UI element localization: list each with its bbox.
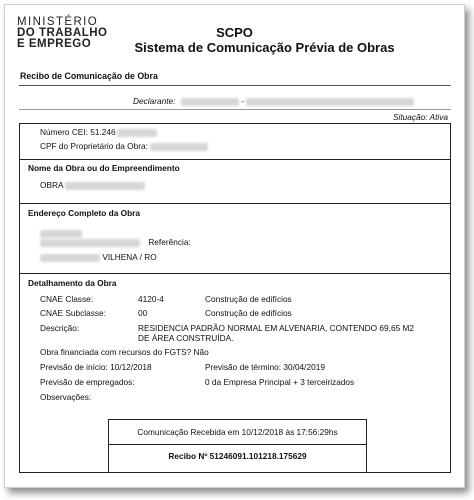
reference-label: Referência: <box>148 237 191 247</box>
end-date: 30/04/2019 <box>283 362 325 372</box>
start-label: Previsão de início: <box>40 362 108 372</box>
end-label: Previsão de término: <box>205 362 282 372</box>
title-divider <box>19 85 451 86</box>
work-name-section <box>20 159 450 190</box>
cnae-sub-code: 00 <box>138 308 148 318</box>
details-section <box>20 273 450 402</box>
receipt-divider <box>109 444 366 445</box>
end-row <box>205 362 325 372</box>
work-name-row <box>40 180 145 190</box>
logo-line-1: MINISTÉRIO <box>17 16 99 28</box>
address-neighborhood-row <box>40 237 191 247</box>
redacted-declarant-id <box>181 98 239 106</box>
cnae-class-desc: Construção de edifícios <box>205 294 292 304</box>
details-heading: Detalhamento da Obra <box>28 278 117 288</box>
work-name-heading: Nome da Obra ou do Empreendimento <box>28 163 180 173</box>
description-line-2: DE ÁREA CONSTRUÍDA. <box>138 333 234 343</box>
declarant-label: Declarante: <box>133 96 176 106</box>
address-city: VILHENA / RO <box>102 252 157 262</box>
redacted-declarant-name <box>246 98 414 106</box>
redacted-cei <box>117 129 157 137</box>
cpf-row <box>40 141 208 151</box>
fgts-row: Obra financiada com recursos do FGTS? Não <box>40 347 209 357</box>
cnae-sub-label: CNAE Subclasse: <box>40 308 106 318</box>
redacted-zip <box>40 254 100 262</box>
declarant-divider <box>19 109 451 110</box>
description-label: Descrição: <box>40 323 80 333</box>
address-city-row <box>40 252 157 262</box>
logo-line-3: E EMPREGO <box>17 38 92 50</box>
cei-value: 51.246 <box>90 127 116 137</box>
description-line-1: RESIDENCIA PADRÃO NORMAL EM ALVENARIA, CONTENDO 69,65 M2 <box>138 323 415 333</box>
start-row <box>40 362 152 372</box>
cpf-label: CPF do Proprietário da Obra: <box>40 141 148 151</box>
cei-label: Número CEI: <box>40 127 88 137</box>
redacted-cpf <box>150 143 208 151</box>
document-title: Recibo de Comunicação de Obra <box>20 71 158 81</box>
work-name-prefix: OBRA <box>40 180 64 190</box>
address-heading: Endereço Completo da Obra <box>28 208 141 218</box>
cnae-class-code: 4120-4 <box>138 294 164 304</box>
cei-row <box>40 127 157 137</box>
work-details-box <box>19 123 451 473</box>
cnae-sub-desc: Construção de edifícios <box>205 308 292 318</box>
receipt-number: Recibo Nº 51246091.101218.175629 <box>168 451 307 461</box>
address-section <box>20 203 450 262</box>
document-page <box>4 4 465 488</box>
employees-value: 0 da Empresa Principal + 3 terceirizados <box>205 377 355 387</box>
observations-label: Observações: <box>40 392 92 402</box>
system-name: Sistema de Comunicação Prévia de Obras <box>134 40 395 55</box>
status-row <box>393 112 448 122</box>
logo-line-2: DO TRABALHO <box>17 27 108 39</box>
start-date: 10/12/2018 <box>110 362 152 372</box>
cnae-class-label: CNAE Classe: <box>40 294 94 304</box>
declarant-row <box>133 96 414 106</box>
redacted-neighborhood <box>40 239 140 247</box>
receipt-box <box>108 419 367 472</box>
system-acronym: SCPO <box>216 25 253 40</box>
redacted-work-name <box>65 182 145 190</box>
declarant-separator: - <box>241 96 244 106</box>
status-label: Situação: <box>392 112 428 122</box>
receipt-received-text: Comunicação Recebida em 10/12/2018 às 17:56:29hs <box>137 427 338 437</box>
employees-label: Previsão de empregados: <box>40 377 135 387</box>
status-value: Ativa <box>429 112 448 122</box>
